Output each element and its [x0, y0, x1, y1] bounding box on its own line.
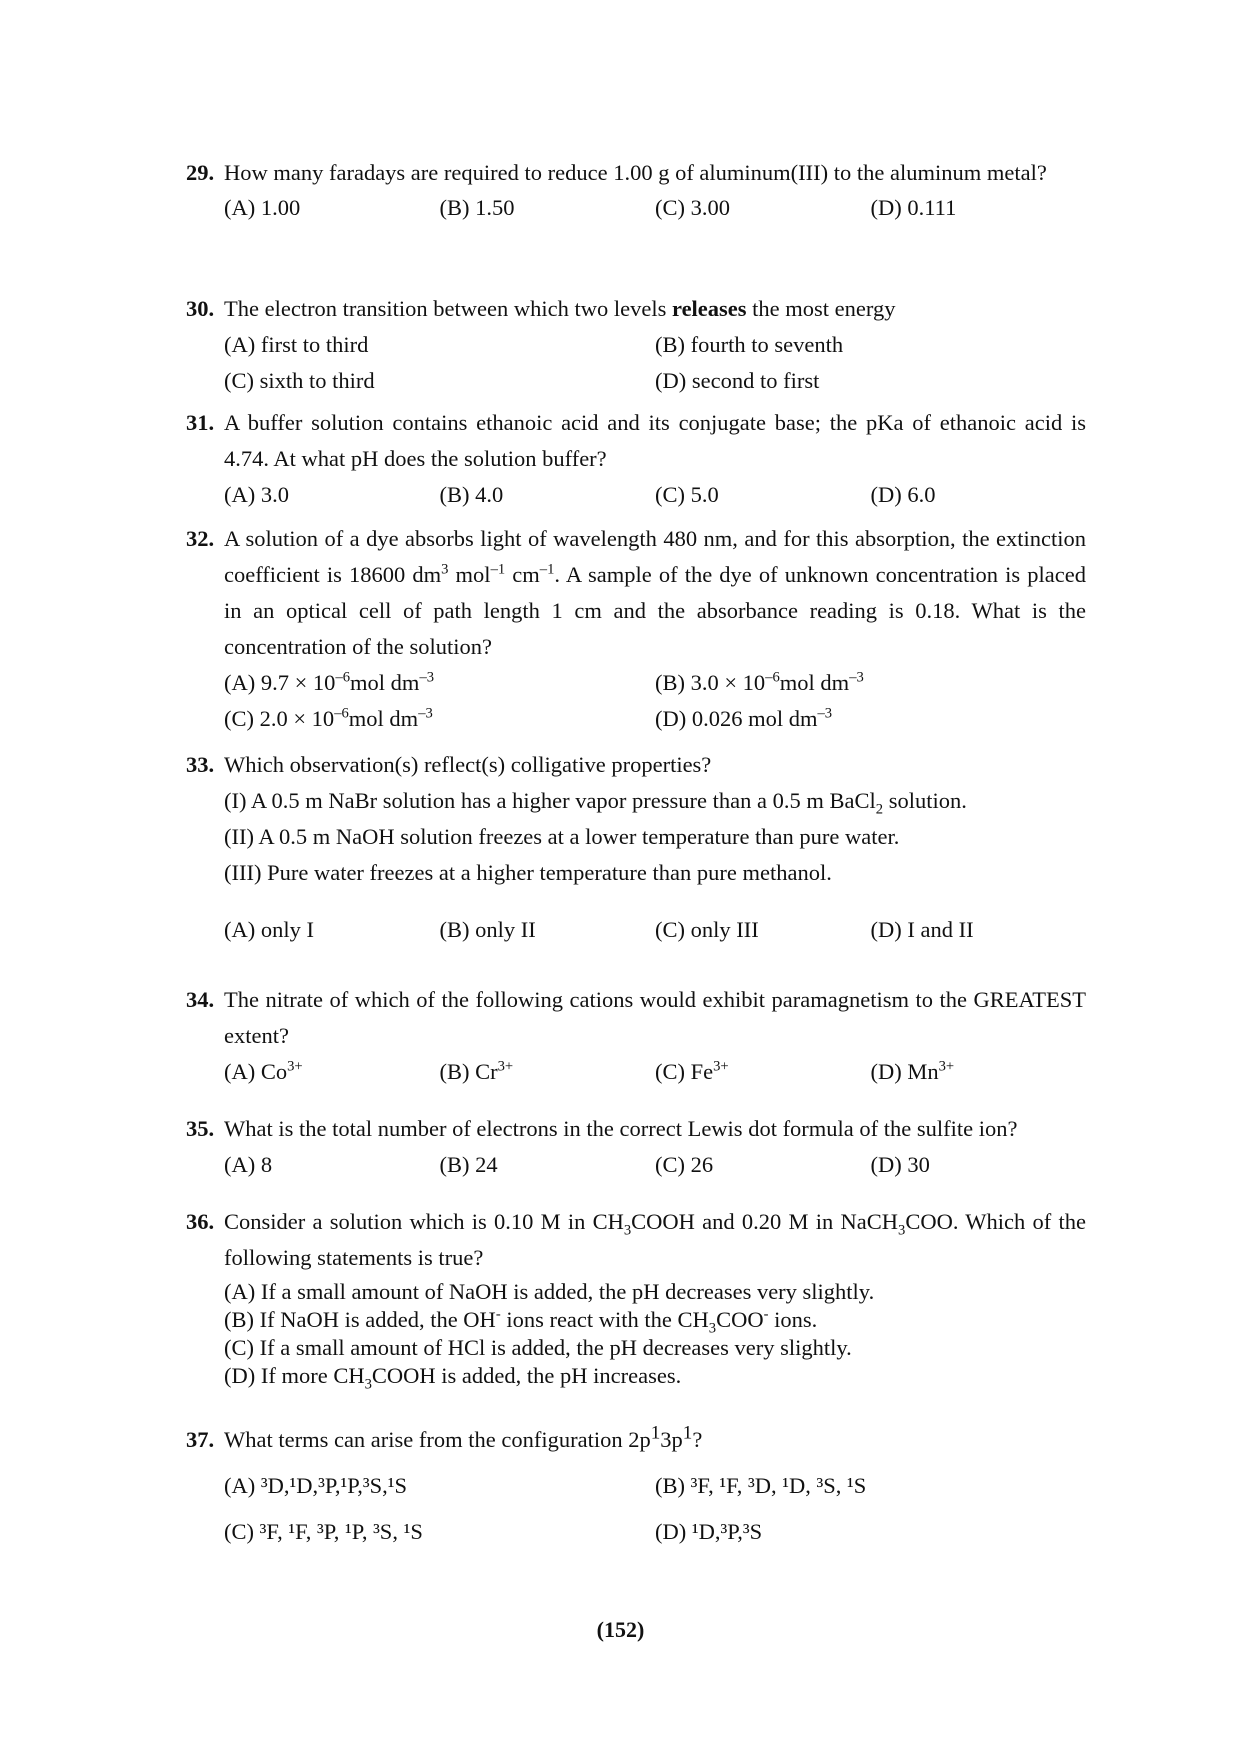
option-a: (A) 3.0	[224, 482, 289, 507]
question-31	[186, 405, 1086, 513]
question-33	[186, 747, 1086, 948]
question-number: 36.	[186, 1209, 215, 1234]
question-stem: What terms can arise from the configuration $2p^13p^1$?	[224, 1422, 703, 1452]
option-b: (B) 24	[439, 1152, 498, 1177]
question-34	[186, 982, 1086, 1090]
question-number: 35.	[186, 1116, 215, 1141]
question-stem: A solution of a dye absorbs light of wavelength 480 nm, and for this absorption, the extinction coefficient is 18600 $dm^3$ mol$^{-1}$ $cm^{-1}$. A sample of the dye of unknown concentration is placed in an optical cell of path length 1 cm and the absorbance reading is 0.18. What is the concentration of the solution?	[224, 526, 1086, 659]
option-c: (C) sixth to third	[224, 368, 375, 393]
question-stem: The nitrate of which of the following cations would exhibit paramagnetism to the GREATEST extent?	[224, 987, 1086, 1048]
question-number: 37.	[186, 1427, 215, 1452]
option-a: (A) $Co^{3+}$	[224, 1058, 303, 1084]
statement-d: (D) If more $CH_3COOH$ is added, the pH increases.	[224, 1363, 682, 1393]
option-c: (C) $Fe^{3+}$	[655, 1058, 729, 1084]
question-stem: A buffer solution contains ethanoic acid and its conjugate base; the pKa of ethanoic acid is 4.74. At what pH does the solution buffer?	[224, 410, 1086, 471]
option-a: (A) only I	[224, 917, 314, 942]
statement-a: (A) If a small amount of NaOH is added, the pH decreases very slightly.	[224, 1279, 875, 1304]
question-number: 32.	[186, 526, 215, 551]
option-a: (A) 8	[224, 1152, 273, 1177]
option-c: (C) only III	[655, 917, 759, 942]
option-d: (D) second to first	[655, 368, 820, 393]
page-number: (152)	[596, 1617, 645, 1642]
option-b: (B) only II	[439, 917, 536, 942]
option-c: (C) 26	[655, 1152, 714, 1177]
statement-iii: (III) Pure water freezes at a higher temperature than pure methanol.	[224, 860, 832, 885]
question-stem: How many faradays are required to reduce 1.00 g of aluminum(III) to the aluminum metal?	[224, 160, 1047, 185]
emphasis: releases	[671, 296, 747, 321]
option-c: (C) ³F, ¹F, ³P, ¹P, ³S, ¹S	[224, 1519, 423, 1544]
option-d: (D) 0.026 mol $dm^{-3}$	[655, 705, 833, 731]
option-d: (D) ¹D,³P,³S	[655, 1519, 763, 1544]
option-b: (B) 1.50	[439, 195, 515, 220]
option-b: (B) ³F, ¹F, ³D, ¹D, ³S, ¹S	[655, 1473, 867, 1498]
option-d: (D) I and II	[870, 917, 974, 942]
option-c: (C) 3.00	[655, 195, 730, 220]
option-a: (A) 1.00	[224, 195, 301, 220]
option-d: (D) 6.0	[870, 482, 936, 507]
statement-c: (C) If a small amount of HCl is added, the pH decreases very slightly.	[224, 1335, 852, 1360]
question-stem: Consider a solution which is 0.10 M in $CH_3COOH$ and 0.20 M in NaCH$_3$COO. Which of the following statements is true?	[224, 1209, 1086, 1270]
question-stem: Which observation(s) reflect(s) colligative properties?	[224, 752, 712, 777]
option-d: (D) 0.111	[870, 195, 957, 220]
question-number: 29.	[186, 160, 215, 185]
option-b: (B) 4.0	[439, 482, 504, 507]
question-29	[186, 155, 1086, 226]
option-a: (A) first to third	[224, 332, 369, 357]
question-number: 31.	[186, 410, 215, 435]
option-d: (D) $Mn^{3+}$	[870, 1058, 955, 1084]
option-b: (B) $Cr^{3+}$	[439, 1058, 514, 1084]
question-stem: What is the total number of electrons in the correct Lewis dot formula of the sulfite ion?	[224, 1116, 1018, 1141]
option-c: (C) 5.0	[655, 482, 719, 507]
option-c: (C) $2.0 \times 10^{-6}mol$ $dm^{-3}$	[224, 705, 433, 731]
question-32	[186, 521, 1086, 737]
option-b: (B) fourth to seventh	[655, 332, 844, 357]
option-b: (B) $3.0 \times 10^{-6}mol$ $dm^{-3}$	[655, 669, 864, 695]
question-stem: The electron transition between which two levels releases the most energy	[224, 296, 896, 321]
question-36	[186, 1204, 1086, 1393]
question-30	[186, 291, 1086, 399]
question-35	[186, 1111, 1086, 1183]
question-number: 33.	[186, 752, 215, 777]
question-number: 30.	[186, 296, 215, 321]
question-number: 34.	[186, 987, 215, 1012]
statement-ii: (II) A 0.5 m NaOH solution freezes at a lower temperature than pure water.	[224, 824, 900, 849]
option-d: (D) 30	[870, 1152, 930, 1177]
statement-b: (B) If NaOH is added, the OH- ions react with the $CH_3COO^-$ ions.	[224, 1306, 818, 1337]
option-a: (A) $9.7 \times 10^{-6}mol$ $dm^{-3}$	[224, 669, 435, 695]
statement-i: (I) A 0.5 m NaBr solution has a higher vapor pressure than a 0.5 m BaCl$_2$ solution.	[224, 788, 967, 818]
option-a: (A) ³D,¹D,³P,¹P,³S,¹S	[224, 1473, 408, 1498]
question-37	[186, 1422, 1086, 1550]
